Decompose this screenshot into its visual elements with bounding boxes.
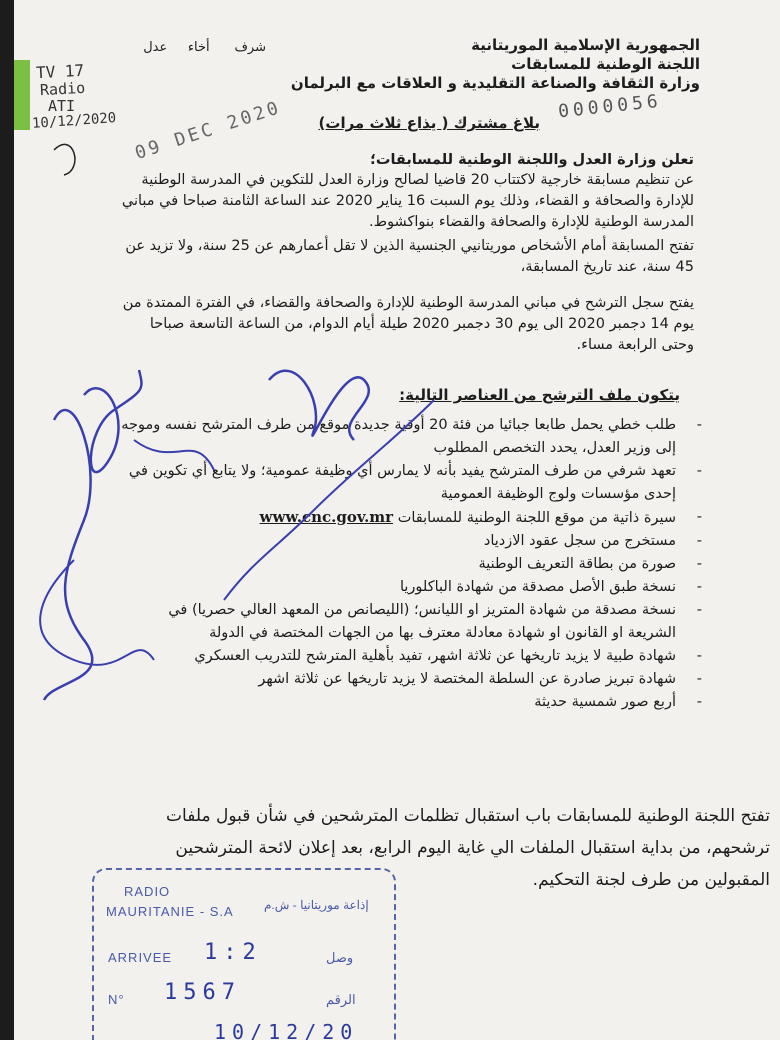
handwritten-tv: TV 17 [35,60,85,83]
list-item: - مستخرج من سجل عقود الازدياد [483,533,702,549]
handwritten-date-code: 10/12/2020 [31,110,117,132]
document-number: 0000056 [557,90,663,123]
stamp-ar-label2: الرقم [326,992,356,1007]
stamp-org: RADIO [124,884,171,899]
list-item: - شهادة طبية لا يزيد تاريخها عن ثلاثة اشهر، تفيد بأهلية المترشح للتدريب العسكري [194,648,702,664]
header-republic: الجمهورية الإسلامية الموريتانية [471,36,700,54]
page-left-edge [0,0,14,1040]
announce-p2: تفتح المسابقة أمام الأشخاص موريتانيي الجنسية الذين لا تقل أعمارهم عن 25 سنة، ولا تزيد عن 45 سنة، عند تاريخ المسابقة، [125,238,694,275]
announce-p3: يفتح سجل الترشح في مباني المدرسة الوطنية للإدارة والصحافة والقضاء، في الفترة الممتدة من يوم 14 دجمبر 2020 الى يوم 30 دجمبر 2020 طيلة أيام الدوام، من الساعة التاسعة صباحا وحتى الرابعة مساء. [122,295,694,353]
stamp-no-label: N° [108,992,125,1007]
motto-honor: شرف [234,40,266,55]
motto-brotherhood: أخاء [187,40,210,55]
list-item: - صورة من بطاقة التعريف الوطنية [478,556,702,572]
list-item: - أربع صور شمسية حديثة [534,694,702,710]
list-item: - نسخة مصدقة من شهادة المتريز او الليانس؛ (الليصانص من المعهد العالي حصريا) في الشريعة او القانون او شهادة معادلة معترف بها من الجهات المختصة في الدولة [168,602,702,641]
list-item: - طلب خطي يحمل طابعا جبائيا من فئة 20 أوقية جديدة موقع من طرف المترشح نفسه وموجه إلى وزير العدل، يحدد التخصص المطلوب [121,417,702,456]
stamp-date: 10/12/20 [214,1020,359,1040]
handwritten-radio: Radio [39,78,86,100]
stamp-arrivee-label: ARRIVEE [108,950,173,965]
announce-p1: عن تنظيم مسابقة خارجية لاكتتاب 20 قاضيا لصالح وزارة العدل للتكوين في المدرسة الوطنية للإدارة والصحافة و القضاء، وذلك يوم السبت 16 يناير 2020 عند الساعة الثامنة صباحا في مباني المدرسة الوطنية للإدارة والصحافة والقضاء بنواكشوط. [121,172,694,230]
date-stamp: 09 DEC 2020 [132,96,284,165]
stamp-org-ar: إذاعة موريتانيا - ش.م [264,898,369,912]
list-item: - سيرة ذاتية من موقع اللجنة الوطنية للمسابقات www.cnc.gov.mr [259,508,702,526]
announce-lead: تعلن وزارة العدل واللجنة الوطنية للمسابقات؛ [370,152,694,168]
list-item: - تعهد شرفي من طرف المترشح يفيد بأنه لا يمارس أي وظيفة عمومية؛ ولا يتابع أي تكوين في إحدى مؤسسات ولوج الوظيفة العمومية [128,463,702,502]
list-item: - نسخة طبق الأصل مصدقة من شهادة الباكلوريا [399,579,702,595]
header-ministry: وزارة الثقافة والصناعة التقليدية و العلاقات مع البرلمان [290,74,700,92]
reception-stamp [92,868,396,1040]
list-item: - شهادة تبريز صادرة عن السلطة المختصة لا يزيد تاريخها عن ثلاثة اشهر [258,671,702,687]
header-committee: اللجنة الوطنية للمسابقات [511,55,700,73]
website-link[interactable]: www.cnc.gov.mr [259,508,394,526]
handwritten-ati: ATI [48,97,76,115]
stamp-ar-label1: وصل [326,950,354,965]
stamp-org2: MAURITANIE - S.A [106,904,234,919]
closing-paragraph: تفتح اللجنة الوطنية للمسابقات باب استقبال تظلمات المترشحين في شأن قبول ملفات ترشحهم، من بداية استقبال الملفات الي غاية اليوم الرابع، بعد إعلان لائحة المترشحين المقبولين من طرف لجنة التحكيم. [166,806,770,890]
motto-justice: عدل [143,40,168,55]
document-sheet [14,0,780,1040]
stamp-arrivee-value: 1:2 [204,940,262,965]
stamp-no-value: 1567 [164,980,241,1005]
notice-title: بلاغ مشترك ( يذاع ثلاث مرات) [318,114,540,132]
list-title: يتكون ملف الترشح من العناصر التالية: [399,386,680,404]
